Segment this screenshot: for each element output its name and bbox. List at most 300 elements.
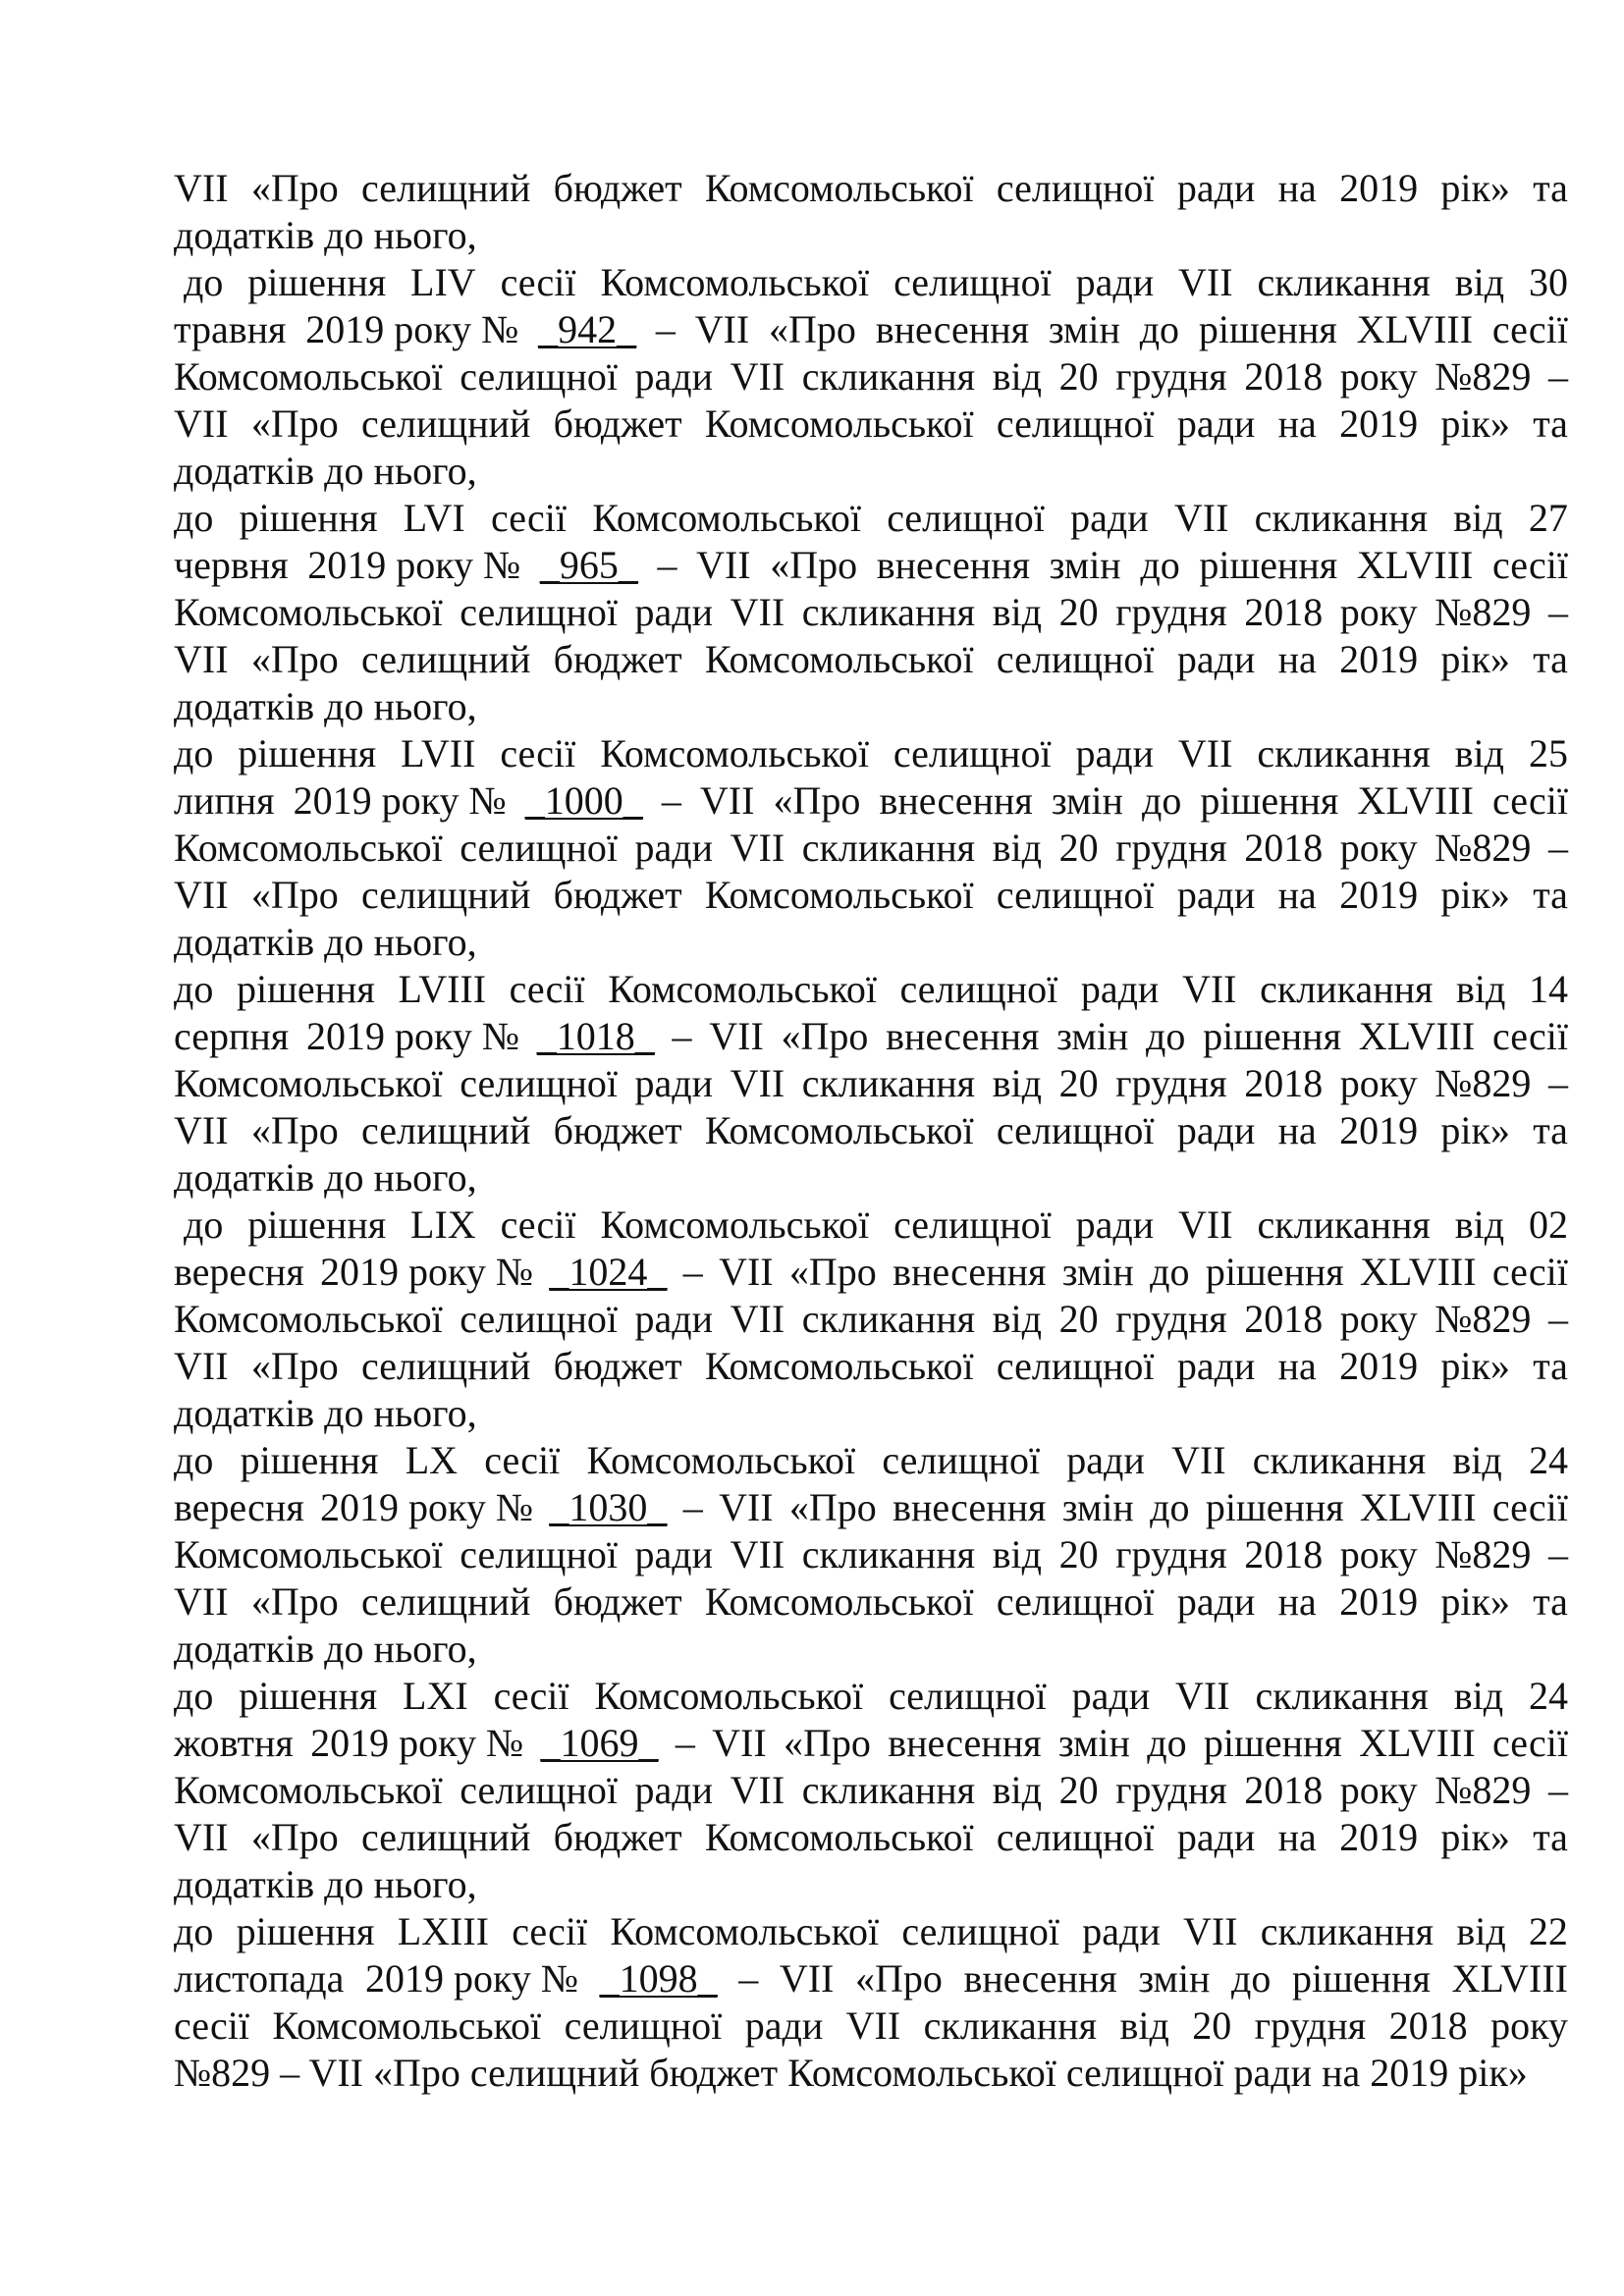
text-word: №829 bbox=[1435, 1061, 1532, 1105]
text-word: «Про bbox=[250, 401, 339, 446]
text-word: скликання bbox=[1260, 967, 1434, 1011]
text-word: – bbox=[1547, 354, 1568, 399]
text-line bbox=[174, 966, 1568, 1013]
text-word: внесення bbox=[888, 1721, 1042, 1765]
text-line bbox=[174, 1296, 1568, 1343]
text-word: до bbox=[174, 967, 214, 1011]
text-word: Комсомольської bbox=[272, 2003, 542, 2048]
text-word: додатків до нього, bbox=[174, 1155, 477, 1200]
text-word: 20 bbox=[1058, 826, 1099, 870]
text-word: VII bbox=[174, 637, 229, 681]
decision-number: _965_ bbox=[539, 543, 638, 587]
text-word: на bbox=[1277, 1108, 1317, 1152]
text-line bbox=[174, 589, 1568, 636]
text-word: рік» bbox=[1440, 873, 1510, 917]
text-word: VII bbox=[730, 1768, 785, 1812]
text-word: внесення bbox=[893, 1250, 1047, 1294]
text-word: 14 bbox=[1528, 967, 1568, 1011]
text-line bbox=[174, 683, 1568, 730]
text-word: Комсомольської bbox=[704, 637, 974, 681]
text-word: 20 bbox=[1192, 2003, 1232, 2048]
text-word: «Про bbox=[770, 543, 858, 587]
text-word: VII bbox=[709, 1014, 764, 1058]
text-word: змін bbox=[1061, 1250, 1134, 1294]
text-word: додатків до нього, bbox=[174, 213, 477, 257]
text-word: 2019 bbox=[1339, 1108, 1419, 1152]
text-word: Комсомольської bbox=[174, 1297, 443, 1341]
text-word: XLVIII bbox=[1357, 778, 1474, 823]
text-line bbox=[174, 353, 1568, 400]
text-word: LVIII bbox=[398, 967, 487, 1011]
text-word: від bbox=[1453, 496, 1503, 540]
decision-number: _1030_ bbox=[549, 1485, 668, 1529]
text-word: сесії bbox=[1491, 778, 1568, 823]
text-line bbox=[174, 1531, 1568, 1578]
text-word: рік» bbox=[1440, 401, 1510, 446]
text-word: рішення bbox=[1203, 1721, 1342, 1765]
text-word: рішення bbox=[239, 496, 378, 540]
text-word: травня bbox=[174, 307, 287, 351]
text-word: 20 bbox=[1058, 1532, 1099, 1576]
text-word: змін bbox=[1056, 1014, 1129, 1058]
text-word: ради bbox=[634, 1768, 714, 1812]
text-line bbox=[174, 1908, 1568, 1955]
text-word: року bbox=[1339, 590, 1418, 634]
text-word: «Про bbox=[781, 1014, 869, 1058]
text-word: скликання bbox=[1252, 1438, 1427, 1482]
text-word: селищної bbox=[460, 354, 618, 399]
text-word: «Про bbox=[854, 1956, 943, 2001]
text-word: VII bbox=[719, 1485, 774, 1529]
text-word: рішення bbox=[236, 967, 375, 1011]
text-word: бюджет bbox=[553, 1579, 682, 1624]
text-word: від bbox=[992, 354, 1042, 399]
text-word: – bbox=[1547, 826, 1568, 870]
text-word: XLVIII bbox=[1451, 1956, 1568, 2001]
text-word: від bbox=[992, 1061, 1042, 1105]
text-word: Комсомольської bbox=[174, 1061, 443, 1105]
text-word: VII bbox=[174, 1344, 229, 1388]
text-word: додатків до нього, bbox=[174, 1627, 477, 1671]
text-word: скликання bbox=[1254, 496, 1429, 540]
text-line bbox=[174, 1107, 1568, 1154]
text-word: Комсомольської bbox=[704, 1108, 974, 1152]
text-word: LXI bbox=[403, 1674, 468, 1718]
text-word: сесії bbox=[174, 2003, 249, 2048]
text-word: №829 bbox=[1435, 1768, 1532, 1812]
text-word: 2018 bbox=[1244, 1532, 1324, 1576]
text-word: рішення bbox=[247, 1202, 387, 1247]
text-word: сесії bbox=[493, 1674, 569, 1718]
text-word: рішення bbox=[239, 1674, 378, 1718]
text-word: серпня bbox=[174, 1014, 290, 1058]
text-word: рішення bbox=[1198, 307, 1337, 351]
text-word: 25 bbox=[1528, 731, 1568, 775]
text-word: селищної bbox=[893, 731, 1052, 775]
text-word: селищної bbox=[996, 1815, 1155, 1859]
text-word: «Про bbox=[250, 1815, 339, 1859]
text-line bbox=[174, 1814, 1568, 1861]
text-word: селищної bbox=[899, 967, 1058, 1011]
text-word: LXIII bbox=[397, 1909, 489, 1953]
text-word: грудня bbox=[1115, 1768, 1227, 1812]
text-word: до bbox=[1150, 1250, 1190, 1294]
text-word: додатків до нього, bbox=[174, 449, 477, 493]
text-word: 2019 bbox=[1339, 1344, 1419, 1388]
text-word: VII bbox=[779, 1956, 835, 2001]
text-word: року bbox=[1339, 1532, 1418, 1576]
text-word: селищної bbox=[460, 590, 618, 634]
text-word: Комсомольської bbox=[704, 401, 974, 446]
decision-number: _942_ bbox=[538, 307, 637, 351]
text-word: та bbox=[1533, 873, 1568, 917]
text-word: Комсомольської bbox=[600, 731, 869, 775]
text-word: на bbox=[1277, 166, 1317, 210]
text-word: VII bbox=[174, 1815, 229, 1859]
text-word: грудня bbox=[1254, 2003, 1367, 2048]
text-word: – bbox=[657, 543, 677, 587]
text-word: 2018 bbox=[1244, 1768, 1324, 1812]
text-word: скликання bbox=[801, 1532, 976, 1576]
text-word: VII bbox=[696, 543, 751, 587]
decision-number: _1069_ bbox=[540, 1721, 659, 1765]
text-word: «Про bbox=[250, 1579, 339, 1624]
text-word: скликання bbox=[1257, 731, 1431, 775]
text-word: та bbox=[1533, 1815, 1568, 1859]
text-word: Комсомольської bbox=[174, 590, 443, 634]
text-word: бюджет bbox=[553, 637, 682, 681]
text-word: селищний bbox=[360, 1815, 531, 1859]
text-word: «Про bbox=[250, 637, 339, 681]
text-word: ради bbox=[1176, 1815, 1256, 1859]
text-word: – bbox=[661, 778, 681, 823]
text-word: селищної bbox=[564, 2003, 723, 2048]
text-word: – bbox=[672, 1014, 692, 1058]
text-word: від bbox=[1119, 2003, 1169, 2048]
text-word: – bbox=[682, 1250, 703, 1294]
text-word: VII bbox=[699, 778, 755, 823]
text-line bbox=[174, 165, 1568, 212]
text-line bbox=[174, 1767, 1568, 1814]
text-word: року bbox=[1339, 826, 1418, 870]
text-line bbox=[174, 1861, 1568, 1908]
text-word: Комсомольської bbox=[594, 1674, 864, 1718]
text-word: до bbox=[1231, 1956, 1272, 2001]
text-word: від bbox=[1456, 1909, 1506, 1953]
text-word: скликання bbox=[801, 826, 976, 870]
text-word: ради bbox=[1176, 1579, 1256, 1624]
text-word: скликання bbox=[801, 1061, 976, 1105]
text-word: до bbox=[1146, 1014, 1186, 1058]
text-word: 27 bbox=[1528, 496, 1568, 540]
text-line bbox=[174, 448, 1568, 495]
text-word: на bbox=[1277, 401, 1317, 446]
text-word: від bbox=[1453, 1674, 1504, 1718]
text-word: бюджет bbox=[553, 873, 682, 917]
text-line bbox=[174, 919, 1568, 966]
text-line bbox=[174, 259, 1568, 306]
text-word: «Про bbox=[250, 1344, 339, 1388]
text-word: – bbox=[738, 1956, 759, 2001]
text-word: рішення bbox=[1200, 778, 1339, 823]
text-word: ради bbox=[1075, 731, 1154, 775]
text-word: року bbox=[1490, 2003, 1568, 2048]
text-word: 2019 року № bbox=[320, 1250, 534, 1294]
text-word: ради bbox=[634, 590, 714, 634]
text-word: 2019 bbox=[1339, 873, 1419, 917]
text-line bbox=[174, 636, 1568, 683]
text-word: внесення bbox=[875, 307, 1029, 351]
text-word: VII bbox=[1175, 1674, 1230, 1718]
text-word: VII bbox=[730, 1061, 785, 1105]
text-word: змін bbox=[1051, 778, 1123, 823]
text-word: до bbox=[1147, 1721, 1187, 1765]
text-word: змін bbox=[1048, 307, 1120, 351]
text-word: «Про bbox=[788, 1485, 877, 1529]
text-word: сесії bbox=[500, 260, 576, 304]
text-word: LVII bbox=[401, 731, 476, 775]
text-word: – bbox=[1547, 1061, 1568, 1105]
text-word: VII bbox=[845, 2003, 901, 2048]
text-word: VII bbox=[1182, 1909, 1238, 1953]
text-word: внесення bbox=[876, 543, 1031, 587]
text-word: XLVIII bbox=[1360, 1485, 1477, 1529]
text-word: рік» bbox=[1440, 1344, 1510, 1388]
text-word: VII bbox=[730, 826, 785, 870]
text-word: рішення bbox=[247, 260, 387, 304]
text-word: Комсомольської bbox=[174, 1768, 443, 1812]
text-word: листопада bbox=[174, 1956, 345, 2001]
text-line bbox=[174, 1060, 1568, 1107]
text-word: – bbox=[682, 1485, 703, 1529]
text-word: VII bbox=[730, 354, 785, 399]
text-word: на bbox=[1277, 1344, 1317, 1388]
text-line bbox=[174, 306, 1568, 353]
text-line bbox=[174, 1013, 1568, 1060]
text-word: 2019 bbox=[1339, 1815, 1419, 1859]
text-word: від bbox=[1454, 260, 1505, 304]
text-word: Комсомольської bbox=[174, 354, 443, 399]
text-word: 2018 bbox=[1244, 354, 1324, 399]
text-word: ради bbox=[634, 354, 714, 399]
decision-number: _1024_ bbox=[549, 1250, 668, 1294]
text-word: ради bbox=[1176, 401, 1256, 446]
text-word: селищний bbox=[360, 1344, 531, 1388]
text-word: та bbox=[1533, 1579, 1568, 1624]
text-word: до bbox=[174, 1438, 214, 1482]
text-line bbox=[174, 1955, 1568, 2002]
text-word: LVI bbox=[403, 496, 465, 540]
text-word: рішення bbox=[1205, 1250, 1344, 1294]
text-word: селищної bbox=[460, 1297, 618, 1341]
text-word: вересня bbox=[174, 1485, 304, 1529]
text-line bbox=[174, 2050, 1568, 2097]
text-line bbox=[174, 495, 1568, 542]
text-word: жовтня bbox=[174, 1721, 294, 1765]
text-word: Комсомольської bbox=[174, 1532, 443, 1576]
text-word: 2019 року № bbox=[305, 307, 519, 351]
text-word: 24 bbox=[1528, 1674, 1568, 1718]
text-word: Комсомольської bbox=[608, 967, 877, 1011]
text-word: селищний bbox=[360, 401, 531, 446]
text-word: бюджет bbox=[553, 1344, 682, 1388]
text-word: рішення bbox=[1199, 543, 1338, 587]
text-word: рік» bbox=[1440, 166, 1510, 210]
text-word: 2019 року № bbox=[305, 1014, 519, 1058]
text-word: ради bbox=[1075, 1202, 1155, 1247]
text-word: рішення bbox=[240, 1438, 379, 1482]
text-word: селищний bbox=[360, 1108, 531, 1152]
text-word: року bbox=[1339, 1297, 1418, 1341]
text-line bbox=[174, 1720, 1568, 1767]
text-word: скликання bbox=[923, 2003, 1097, 2048]
text-word: «Про bbox=[250, 166, 339, 210]
text-word: вересня bbox=[174, 1250, 304, 1294]
text-word: «Про bbox=[788, 1250, 877, 1294]
text-word: від bbox=[992, 590, 1042, 634]
text-word: LX bbox=[405, 1438, 459, 1482]
text-line bbox=[174, 1484, 1568, 1531]
text-word: «Про bbox=[773, 778, 861, 823]
text-word: Комсомольської bbox=[704, 1344, 974, 1388]
text-word: ради bbox=[1176, 1344, 1256, 1388]
decision-number: _1098_ bbox=[599, 1956, 718, 2001]
text-word: від bbox=[1454, 731, 1505, 775]
text-word: грудня bbox=[1115, 590, 1227, 634]
text-word: на bbox=[1277, 873, 1317, 917]
text-word: від bbox=[992, 1297, 1042, 1341]
text-word: від bbox=[1456, 967, 1506, 1011]
text-word: селищної bbox=[460, 1061, 618, 1105]
text-word: додатків до нього, bbox=[174, 920, 477, 964]
text-word: від bbox=[992, 826, 1042, 870]
text-word: до bbox=[174, 1674, 214, 1718]
text-word: та bbox=[1533, 1108, 1568, 1152]
text-word: на bbox=[1277, 637, 1317, 681]
text-word: 2018 bbox=[1388, 2003, 1468, 2048]
text-word: змін bbox=[1049, 543, 1121, 587]
text-word: бюджет bbox=[553, 1108, 682, 1152]
text-line bbox=[174, 1578, 1568, 1626]
text-word: LIX bbox=[410, 1202, 476, 1247]
text-word: ради bbox=[1071, 1674, 1151, 1718]
text-word: селищний bbox=[360, 1579, 531, 1624]
text-word: ради bbox=[744, 2003, 824, 2048]
text-line bbox=[174, 1154, 1568, 1201]
text-line bbox=[174, 1201, 1568, 1249]
text-word: та bbox=[1533, 401, 1568, 446]
text-word: селищної bbox=[460, 826, 618, 870]
text-word: сесії bbox=[1491, 543, 1568, 587]
text-word: VII bbox=[730, 1532, 785, 1576]
text-word: ради bbox=[1080, 967, 1160, 1011]
text-word: селищний bbox=[360, 166, 531, 210]
text-word: VII bbox=[712, 1721, 767, 1765]
text-word: рішення bbox=[238, 731, 377, 775]
text-word: скликання bbox=[801, 590, 976, 634]
text-word: ради bbox=[634, 1532, 714, 1576]
text-word: ради bbox=[1070, 496, 1149, 540]
text-word: рішення bbox=[1205, 1485, 1344, 1529]
text-word: селищної bbox=[996, 1579, 1155, 1624]
text-word: XLVIII bbox=[1358, 1014, 1476, 1058]
text-word: 20 bbox=[1058, 1297, 1099, 1341]
text-word: від bbox=[992, 1532, 1042, 1576]
text-word: рік» bbox=[1440, 637, 1510, 681]
text-word: бюджет bbox=[553, 1815, 682, 1859]
text-word: 2019 bbox=[1339, 1579, 1419, 1624]
text-word: ради bbox=[634, 826, 714, 870]
text-word: №829 – VII «Про селищний бюджет Комсомольської селищної ради на 2019 рік» bbox=[174, 2051, 1528, 2095]
text-word: VII bbox=[174, 166, 229, 210]
text-word: рік» bbox=[1440, 1579, 1510, 1624]
text-word: Комсомольської bbox=[704, 166, 974, 210]
text-word: селищної bbox=[901, 1909, 1060, 1953]
text-word: 2019 bbox=[1339, 637, 1419, 681]
text-word: скликання bbox=[801, 1297, 976, 1341]
text-line bbox=[174, 542, 1568, 589]
text-word: Комсомольської bbox=[592, 496, 861, 540]
text-line bbox=[174, 1343, 1568, 1390]
text-word: Комсомольської bbox=[704, 1815, 974, 1859]
text-word: VII bbox=[730, 590, 785, 634]
text-word: ради bbox=[1066, 1438, 1145, 1482]
text-word: червня bbox=[174, 543, 289, 587]
text-word: рік» bbox=[1440, 1108, 1510, 1152]
text-word: 2019 року № bbox=[310, 1721, 524, 1765]
text-line bbox=[174, 730, 1568, 777]
text-word: до bbox=[174, 1909, 214, 1953]
text-word: «Про bbox=[784, 1721, 871, 1765]
text-word: №829 bbox=[1435, 590, 1532, 634]
text-word: додатків до нього, bbox=[174, 1391, 477, 1435]
text-word: – bbox=[675, 1721, 695, 1765]
text-word: 2018 bbox=[1244, 826, 1324, 870]
text-word: селищної bbox=[882, 1438, 1041, 1482]
text-line bbox=[174, 212, 1568, 259]
text-line bbox=[174, 1673, 1568, 1720]
text-word: ради bbox=[1176, 1108, 1256, 1152]
text-line bbox=[174, 1249, 1568, 1296]
text-word: – bbox=[1547, 590, 1568, 634]
text-line bbox=[174, 1626, 1568, 1673]
text-word: селищної bbox=[893, 1202, 1052, 1247]
text-word: додатків до нього, bbox=[174, 1862, 477, 1906]
text-word: сесії bbox=[500, 731, 576, 775]
text-word: грудня bbox=[1115, 826, 1227, 870]
text-word: змін bbox=[1138, 1956, 1211, 2001]
text-word: та bbox=[1533, 166, 1568, 210]
text-word: скликання bbox=[801, 1768, 976, 1812]
text-word: до bbox=[1140, 543, 1180, 587]
text-word: VII bbox=[174, 401, 229, 446]
text-word: Комсомольської bbox=[600, 260, 870, 304]
text-word: селищної bbox=[460, 1768, 618, 1812]
text-word: 02 bbox=[1528, 1202, 1568, 1247]
text-word: – bbox=[1547, 1768, 1568, 1812]
text-word: сесії bbox=[484, 1438, 561, 1482]
text-word: та bbox=[1533, 637, 1568, 681]
text-word: VII bbox=[174, 873, 229, 917]
text-word: 24 bbox=[1528, 1438, 1568, 1482]
text-word: – bbox=[1547, 1297, 1568, 1341]
text-word: №829 bbox=[1435, 826, 1532, 870]
text-word: ради bbox=[1075, 260, 1155, 304]
text-line bbox=[174, 872, 1568, 919]
text-word: VII bbox=[1171, 1438, 1226, 1482]
text-word: внесення bbox=[963, 1956, 1117, 2001]
text-word: VII bbox=[1178, 1202, 1233, 1247]
